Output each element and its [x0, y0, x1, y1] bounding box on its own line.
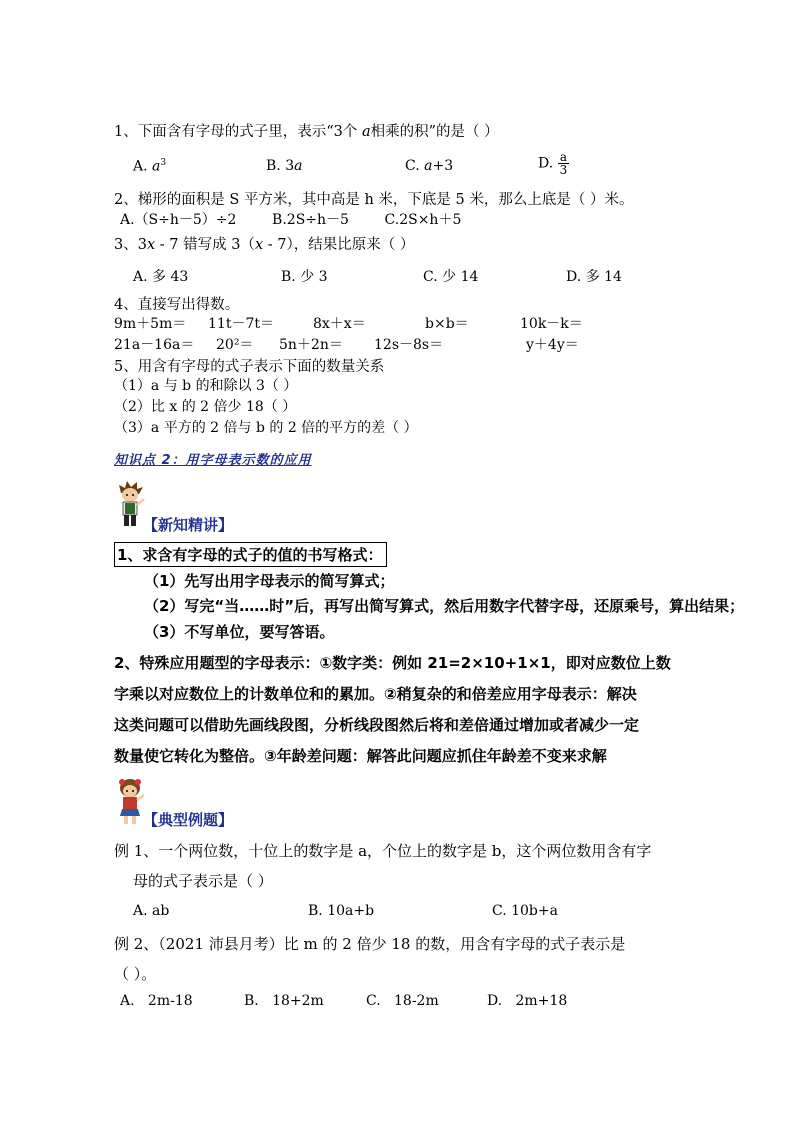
cartoon-boy-icon	[113, 479, 147, 529]
q4-row2-item2: 20²＝	[216, 337, 254, 353]
q3-stem-post: - 7），结果比原来（ ）	[263, 237, 415, 253]
q3-stem-mid: - 7 错写成 3（	[155, 237, 255, 253]
q5-stem: 5、用含有字母的式子表示下面的数量关系	[114, 359, 385, 375]
q1-option-b	[266, 158, 302, 174]
q4-row1-item3: 8x＋x＝	[313, 316, 366, 332]
q1-stem-pre: 1、下面含有字母的式子里，表示“3个	[114, 124, 362, 140]
q4-row2-item1: 21a－16a＝	[114, 337, 195, 353]
q1-option-c-rest: +3	[432, 158, 454, 174]
q1-option-c	[405, 158, 453, 174]
q4-row1-item5: 10k－k＝	[520, 316, 583, 332]
example-1-option-c: C. 10b+a	[492, 903, 558, 919]
q3-option-a: A. 多 43	[133, 269, 189, 285]
special-types-line-3: 这类问题可以借助先画线段图，分析线段图然后将和差倍通过增加或者减少一定	[114, 716, 640, 734]
q1-stem-post: 相乘的积”的是（ ）	[370, 124, 499, 140]
example-1-line-2: 母的式子表示是（ ）	[133, 872, 273, 890]
example-2-line-2: （ ）。	[114, 965, 157, 983]
q1-option-d-label: D.	[538, 155, 554, 172]
q5-item-2: （2）比 x 的 2 倍少 18（ ）	[114, 399, 297, 415]
q4-row1-item1: 9m＋5m＝	[114, 316, 187, 332]
example-2-option-c: C. 18-2m	[366, 993, 439, 1009]
q1-option-d-denominator: 3	[559, 163, 568, 177]
q3-stem-var1: x	[146, 237, 156, 253]
example-2-line-1: 例 2、（2021 沛县月考）比 m 的 2 倍少 18 的数，用含有字母的式子表示是	[114, 935, 626, 953]
q1-option-a-exp: 3	[160, 158, 167, 168]
q4-row2-item3: 5n＋2n＝	[279, 337, 343, 353]
example-1-option-b: B. 10a+b	[308, 903, 375, 919]
q1-option-a-var: a	[152, 158, 161, 175]
q4-row1-item2: 11t－7t＝	[208, 316, 274, 332]
q1-option-d	[538, 151, 569, 176]
section-2-title: 知识点 2：用字母表示数的应用	[114, 453, 312, 468]
q2-stem: 2、梯形的面积是 S 平方米，其中高是 h 米，下底是 5 米，那么上底是（ ）米。	[114, 192, 634, 208]
cartoon-girl-icon	[113, 776, 147, 826]
special-types-line-2: 字乘以对应数位上的计数单位和的累加。②稍复杂的和倍差应用字母表示：解决	[114, 685, 637, 703]
example-2-option-d: D. 2m+18	[487, 993, 568, 1009]
q1-option-d-fraction	[558, 151, 570, 176]
q3-stem-pre: 3、3	[114, 237, 147, 253]
q3-option-b: B. 少 3	[281, 269, 328, 285]
q1-option-b-var: a	[294, 158, 303, 174]
q1-option-c-label: C.	[405, 158, 420, 174]
q4-stem: 4、直接写出得数。	[114, 297, 240, 313]
q5-item-3: （3）a 平方的 2 倍与 b 的 2 倍的平方的差（ ）	[114, 420, 418, 436]
q1-option-b-label: B. 3	[266, 158, 295, 174]
q1-option-c-var: a	[424, 158, 433, 174]
example-2-option-a: A. 2m-18	[120, 993, 193, 1009]
new-knowledge-header: 【新知精讲】	[143, 516, 234, 534]
format-step-3: （3）不写单位，要写答语。	[144, 623, 335, 641]
format-step-2: （2）写完“当……时”后，再写出简写算式，然后用数字代替字母，还原乘号，算出结果；	[144, 597, 745, 615]
special-types-line-4: 数量使它转化为整倍。③年龄差问题：解答此问题应抓住年龄差不变来求解	[114, 747, 607, 765]
q3-option-d: D. 多 14	[566, 269, 622, 285]
format-step-1: （1）先写出用字母表示的简写算式；	[144, 572, 395, 590]
example-1-line-1: 例 1、一个两位数，十位上的数字是 a，个位上的数字是 b，这个两位数用含有字	[114, 842, 652, 860]
q3-stem	[114, 233, 414, 254]
q4-row1-item4: b×b＝	[425, 316, 469, 332]
special-types-line-1: 2、特殊应用题型的字母表示：①数字类：例如 21=2×10+1×1，即对应数位上数	[114, 654, 671, 672]
q1-option-d-numerator: a	[558, 151, 570, 164]
q5-item-1: （1）a 与 b 的和除以 3（ ）	[114, 378, 298, 394]
q4-row2-item4: 12s－8s＝	[374, 337, 444, 353]
q4-row2-item5: y＋4y＝	[526, 337, 579, 353]
q3-option-c: C. 少 14	[423, 269, 479, 285]
example-1-option-a: A. ab	[133, 903, 170, 919]
q1-stem	[114, 120, 499, 141]
format-boxed-title: 1、求含有字母的式子的值的书写格式：	[114, 542, 387, 567]
examples-header: 【典型例题】	[143, 811, 234, 829]
q1-stem-var: a	[361, 124, 371, 140]
q1-option-a-label: A.	[133, 158, 148, 175]
q1-option-a	[133, 158, 166, 175]
q2-options: A.（S÷h－5）÷2 B.2S÷h－5 C.2S×h＋5	[120, 212, 462, 228]
q3-stem-var2: x	[254, 237, 264, 253]
example-2-option-b: B. 18+2m	[244, 993, 324, 1009]
